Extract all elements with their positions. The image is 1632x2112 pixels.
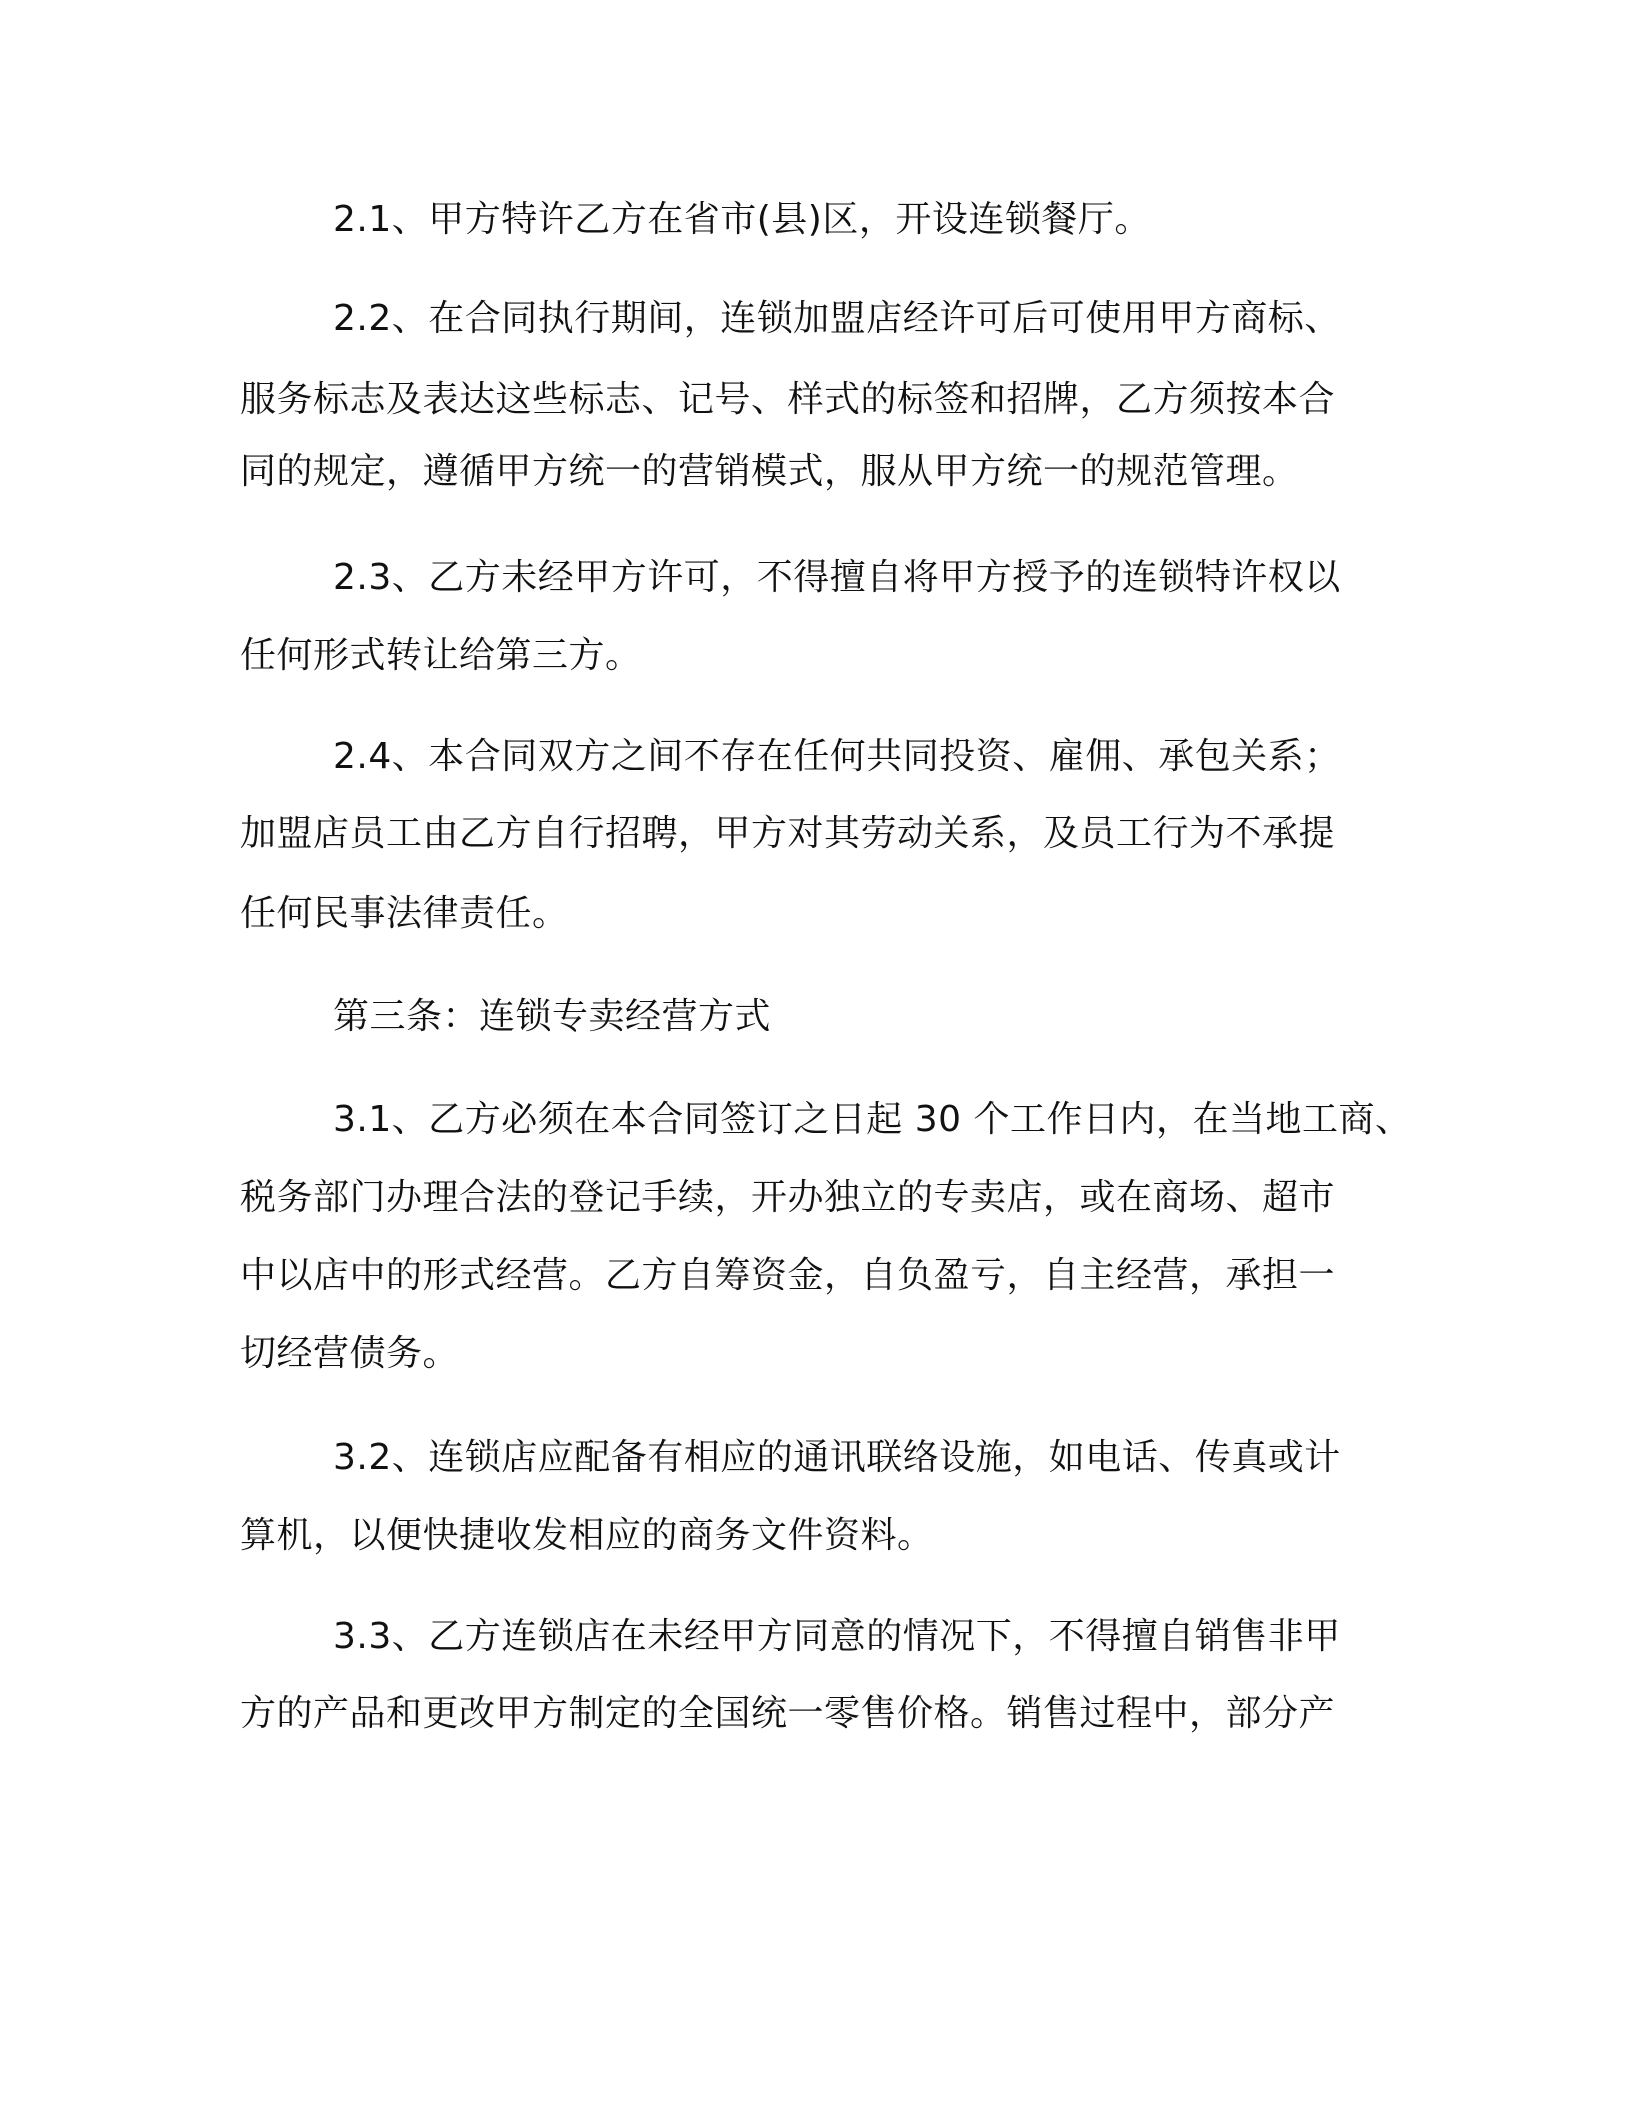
clause-3-1-line-1: 3.1、乙方必须在本合同签订之日起 30 个工作日内，在当地工商、: [333, 1099, 1412, 1140]
clause-3-3-line-1: 3.3、乙方连锁店在未经甲方同意的情况下，不得擅自销售非甲: [333, 1616, 1341, 1657]
clause-3-3-line-2: 方的产品和更改甲方制定的全国统一零售价格。销售过程中，部分产: [240, 1693, 1336, 1734]
clause-2-4-line-1: 2.4、本合同双方之间不存在任何共同投资、雇佣、承包关系；: [333, 736, 1341, 777]
clause-2-3-line-1: 2.3、乙方未经甲方许可，不得擅自将甲方授予的连锁特许权以: [333, 557, 1341, 598]
clause-2-4-line-2: 加盟店员工由乙方自行招聘，甲方对其劳动关系，及员工行为不承提: [240, 813, 1336, 854]
clause-3-2-line-1: 3.2、连锁店应配备有相应的通讯联络设施，如电话、传真或计: [333, 1437, 1341, 1478]
clause-2-2-line-2: 服务标志及表达这些标志、记号、样式的标签和招牌，乙方须按本合: [240, 379, 1336, 420]
clause-2-4-line-3: 任何民事法律责任。: [240, 893, 569, 934]
clause-3-1-line-2: 税务部门办理合法的登记手续，开办独立的专卖店，或在商场、超市: [240, 1177, 1336, 1218]
clause-3-2-line-2: 算机，以便快捷收发相应的商务文件资料。: [240, 1515, 934, 1556]
clause-2-3-line-2: 任何形式转让给第三方。: [240, 635, 642, 676]
clause-2-1-line-1: 2.1、甲方特许乙方在省市(县)区，开设连锁餐厅。: [333, 199, 1151, 240]
clause-3-1-line-4: 切经营债务。: [240, 1333, 460, 1374]
section-heading-article-3: 第三条：连锁专卖经营方式: [333, 996, 772, 1037]
clause-3-1-line-3: 中以店中的形式经营。乙方自筹资金，自负盈亏，自主经营，承担一: [240, 1255, 1336, 1296]
clause-2-2-line-1: 2.2、在合同执行期间，连锁加盟店经许可后可使用甲方商标、: [333, 298, 1341, 339]
clause-2-2-line-3: 同的规定，遵循甲方统一的营销模式，服从甲方统一的规范管理。: [240, 451, 1299, 492]
